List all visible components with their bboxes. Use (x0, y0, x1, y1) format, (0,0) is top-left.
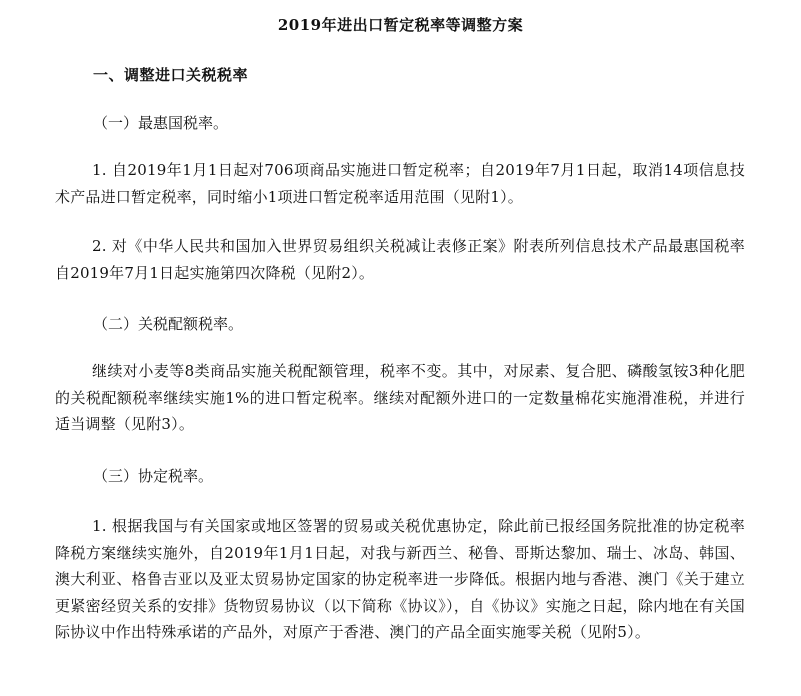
section-heading-import-tariff: 一、调整进口关税税率 (93, 66, 249, 84)
paragraph-quota: 继续对小麦等8类商品实施关税配额管理，税率不变。其中，对尿素、复合肥、磷酸氢铵3种化肥的关税配额税率继续实施1%的进口暂定税率。继续对配额外进口的一定数量棉花实施滑准税，并进行适当调整（见附3）。 (55, 362, 745, 433)
subsection-heading-agreement: （三）协定税率。 (93, 467, 214, 485)
subsection-heading-quota: （二）关税配额税率。 (93, 315, 244, 333)
paragraph-mfn-1: 1. 自2019年1月1日起对706项商品实施进口暂定税率；自2019年7月1日起，取消14项信息技术产品进口暂定税率，同时缩小1项进口暂定税率适用范围（见附1）。 (55, 161, 745, 206)
paragraph-agreement-1: 1. 根据我国与有关国家或地区签署的贸易或关税优惠协定，除此前已报经国务院批准的协定税率降税方案继续实施外，自2019年1月1日起，对我与新西兰、秘鲁、哥斯达黎加、瑞士、冰岛、韩国、澳大利亚、格鲁吉亚以及亚太贸易协定国家的协定税率进一步降低。根据内地与香港、澳门《关于建立更紧密经贸关系的安排》货物贸易协议（以下简称《协议》），自《协议》实施之日起，除内地在有关国际协议中作出特殊承诺的产品外，对原产于香港、澳门的产品全面实施零关税（见附5）。 (55, 517, 745, 641)
paragraph-mfn-2: 2. 对《中华人民共和国加入世界贸易组织关税减让表修正案》附表所列信息技术产品最惠国税率自2019年7月1日起实施第四次降税（见附2）。 (55, 237, 745, 282)
document-title: 2019年进出口暂定税率等调整方案 (277, 16, 524, 34)
subsection-heading-mfn: （一）最惠国税率。 (93, 114, 229, 132)
